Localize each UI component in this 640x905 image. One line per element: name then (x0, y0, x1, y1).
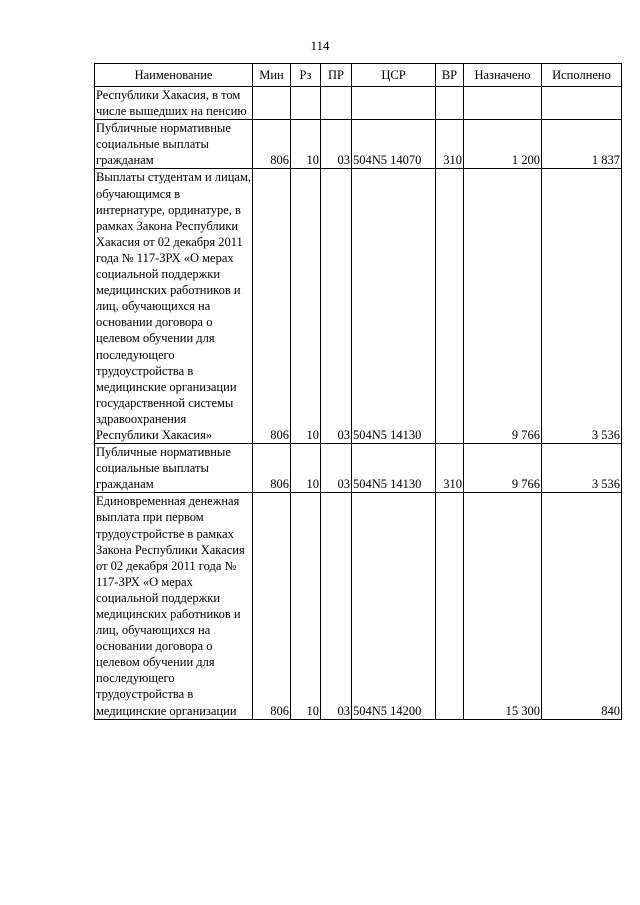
row-vr (436, 493, 464, 719)
row-pr: 03 (321, 444, 352, 493)
row-csr: 504N5 14130 (352, 444, 436, 493)
table-row (95, 87, 622, 120)
row-csr: 504N5 14070 (352, 120, 436, 169)
row-name: Выплаты студентам и лицам, обучающимся в интернатуре, ординатуре, в рамках Закона Республики Хакасия от 02 декабря 2011 года № 117-ЗРХ «О мерах социальной поддержки медицинских работников и лиц, обучающихся на основании договора о целевом обучении для последующего трудоустройства в медицинские организации государственной системы здравоохранения Республики Хакасия» (96, 170, 251, 442)
row-executed: 3 536 (542, 169, 622, 444)
row-assigned: 1 200 (464, 120, 542, 169)
header-vr: ВР (436, 64, 464, 87)
row-csr: 504N5 14130 (352, 169, 436, 444)
header-assigned: Назначено (464, 64, 542, 87)
row-pr: 03 (321, 169, 352, 444)
row-min: 806 (253, 120, 291, 169)
table-row (95, 169, 622, 444)
page-number: 114 (310, 38, 330, 53)
row-name: Публичные нормативные социальные выплаты гражданам (95, 444, 253, 493)
table-row (95, 493, 622, 719)
row-vr (436, 169, 464, 444)
row-csr: 504N5 14200 (352, 493, 436, 719)
row-rz: 10 (291, 120, 321, 169)
row-min (253, 87, 291, 120)
row-rz: 10 (291, 169, 321, 444)
table-row (95, 120, 622, 169)
row-pr: 03 (321, 120, 352, 169)
header-name: Наименование (95, 64, 253, 87)
row-name: Республики Хакасия, в том числе вышедших на пенсию (95, 87, 253, 120)
table-header-row (95, 64, 622, 87)
row-assigned (464, 87, 542, 120)
row-rz: 10 (291, 493, 321, 719)
row-executed: 3 536 (542, 444, 622, 493)
row-vr: 310 (436, 120, 464, 169)
row-vr (436, 87, 464, 120)
row-executed (542, 87, 622, 120)
row-executed: 840 (542, 493, 622, 719)
row-min: 806 (253, 444, 291, 493)
row-min: 806 (253, 169, 291, 444)
row-name: Публичные нормативные социальные выплаты гражданам (95, 120, 253, 169)
row-min: 806 (253, 493, 291, 719)
header-rz: Рз (291, 64, 321, 87)
row-executed: 1 837 (542, 120, 622, 169)
row-assigned: 9 766 (464, 169, 542, 444)
header-min: Мин (253, 64, 291, 87)
row-rz (291, 87, 321, 120)
table-row (95, 444, 622, 493)
header-csr: ЦСР (352, 64, 436, 87)
header-executed: Исполнено (542, 64, 622, 87)
row-rz: 10 (291, 444, 321, 493)
row-assigned: 15 300 (464, 493, 542, 719)
budget-table (94, 63, 622, 720)
row-pr: 03 (321, 493, 352, 719)
row-csr (352, 87, 436, 120)
row-assigned: 9 766 (464, 444, 542, 493)
row-vr: 310 (436, 444, 464, 493)
row-pr (321, 87, 352, 120)
row-name: Единовременная денежная выплата при первом трудоустройстве в рамках Закона Республики Хакасия от 02 декабря 2011 года № 117-ЗРХ «О мерах социальной поддержки медицинских работников и лиц, обучающихся на основании договора о целевом обучении для последующего трудоустройства в медицинские организации (95, 493, 253, 719)
header-pr: ПР (321, 64, 352, 87)
